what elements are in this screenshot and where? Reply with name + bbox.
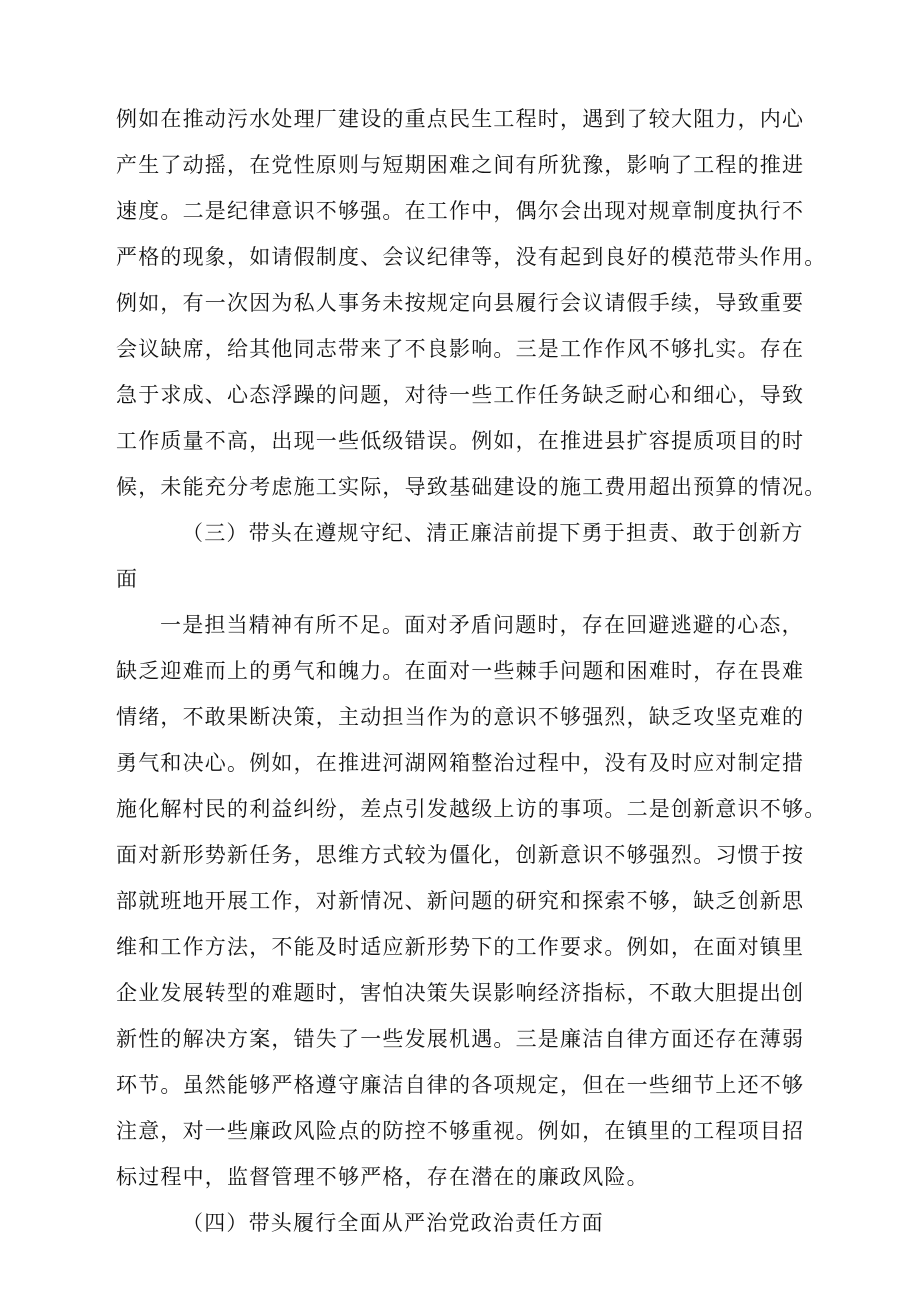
section-heading-3: （三）带头在遵规守纪、清正廉洁前提下勇于担责、敢于创新方 (182, 521, 804, 545)
text-line: 会议缺席，给其他同志带来了不良影响。三是工作作风不够扎实。存在 (116, 337, 805, 361)
text-line: 环节。虽然能够严格遵守廉洁自律的各项规定，但在一些细节上还不够 (116, 1073, 805, 1097)
text-line: 企业发展转型的难题时，害怕决策失误影响经济指标，不敢大胆提出创 (116, 981, 805, 1005)
text-line: 标过程中，监督管理不够严格，存在潜在的廉政风险。 (116, 1165, 649, 1189)
text-line: 新性的解决方案，错失了一些发展机遇。三是廉洁自律方面还存在薄弱 (116, 1027, 805, 1051)
text-line: 工作质量不高，出现一些低级错误。例如，在推进县扩容提质项目的时 (116, 429, 805, 453)
text-line: 速度。二是纪律意识不够强。在工作中，偶尔会出现对规章制度执行不 (116, 199, 805, 223)
section-heading-4: （四）带头履行全面从严治党政治责任方面 (182, 1211, 604, 1235)
text-line: 产生了动摇，在党性原则与短期困难之间有所犹豫，影响了工程的推进 (116, 153, 805, 177)
text-line: 候，未能充分考虑施工实际，导致基础建设的施工费用超出预算的情况。 (116, 475, 827, 499)
text-line: 急于求成、心态浮躁的问题，对待一些工作任务缺乏耐心和细心，导致 (116, 383, 805, 407)
text-line: 面对新形势新任务，思维方式较为僵化，创新意识不够强烈。习惯于按 (116, 843, 805, 867)
text-line: 例如，有一次因为私人事务未按规定向县履行会议请假手续，导致重要 (116, 291, 805, 315)
text-line: 施化解村民的利益纠纷，差点引发越级上访的事项。二是创新意识不够。 (116, 797, 827, 821)
text-line: 维和工作方法，不能及时适应新形势下的工作要求。例如，在面对镇里 (116, 935, 805, 959)
text-line: 勇气和决心。例如，在推进河湖网箱整治过程中，没有及时应对制定措 (116, 751, 805, 775)
text-line: 严格的现象，如请假制度、会议纪律等，没有起到良好的模范带头作用。 (116, 245, 827, 269)
text-line: 例如在推动污水处理厂建设的重点民生工程时，遇到了较大阻力，内心 (116, 107, 805, 131)
text-line: 部就班地开展工作，对新情况、新问题的研究和探索不够，缺乏创新思 (116, 889, 805, 913)
text-line: 情绪，不敢果断决策，主动担当作为的意识不够强烈，缺乏攻坚克难的 (116, 705, 805, 729)
document-body (116, 96, 886, 1246)
text-line: 缺乏迎难而上的勇气和魄力。在面对一些棘手问题和困难时，存在畏难 (116, 659, 805, 683)
text-line: 注意，对一些廉政风险点的防控不够重视。例如，在镇里的工程项目招 (116, 1119, 805, 1143)
text-line: 一是担当精神有所不足。面对矛盾问题时，存在回避逃避的心态， (160, 613, 804, 637)
section-heading-3-continued: 面 (116, 567, 140, 591)
